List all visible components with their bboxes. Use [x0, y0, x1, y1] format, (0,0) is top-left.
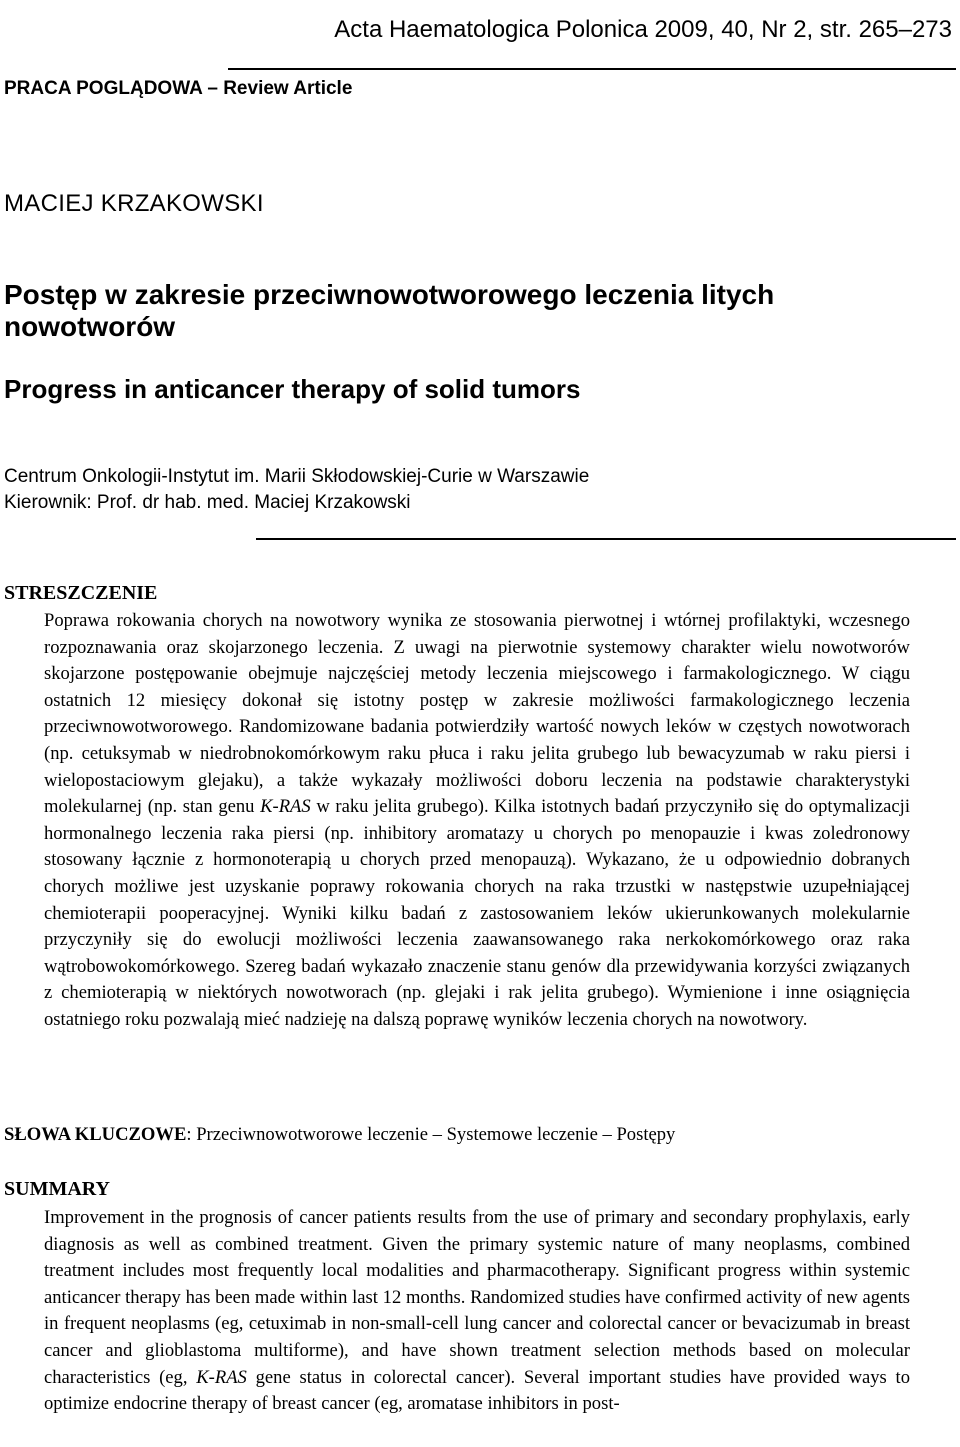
title-english: Progress in anticancer therapy of solid tumors [4, 374, 581, 404]
keywords-text: : Przeciwnowotworowe leczenie – Systemowe leczenie – Postępy [186, 1124, 676, 1145]
affiliation-institution: Centrum Onkologii-Instytut im. Marii Skłodowskiej-Curie w Warszawie [4, 466, 590, 487]
summary-text-1: Improvement in the prognosis of cancer patients results from the use of primary and secondary prophylaxis, early diagnosis as well as combined treatment. Given the primary systemic nature of many neoplasms, combined treatment includes most frequently local modalities and pharmacotherapy. Significant progress within systemic anticancer therapy has been made within last 12 months. Randomized studies have confirmed activity of new agents in frequent neoplasms (eg, cetuximab in non-small-cell lung cancer and colorectal cancer or bevacizumab in breast cancer and glioblastoma multiforme), and have shown treatment selection methods based on molecular characteristics (eg, [44, 1207, 910, 1388]
gene-name-pl: K-RAS [260, 796, 311, 818]
title-polish: Postęp w zakresie przeciwnowotworowego leczenia litych nowotworów [4, 279, 775, 342]
streszczenie-body [44, 608, 910, 1034]
keywords-label: SŁOWA KLUCZOWE [4, 1124, 187, 1145]
author-name: MACIEJ KRZAKOWSKI [4, 190, 264, 217]
streszczenie-text-2: w raku jelita grubego). Kilka istotnych badań przyczyniło się do optymalizacji hormonalnego leczenia raka piersi (np. inhibitory aromatazy u chorych po menopauzie i kwas zoledronowy stosowany łącznie z hormonoterapią u chorych przed menopauzą). Wykazano, że u odpowiednio dobranych chorych możliwe jest uzyskanie poprawy rokowania chorych na raka trzustki w następstwie uzupełniającej chemioterapii pooperacyjnej. Wyniki kilku badań z zastosowaniem leków ukierunkowanych molekularnie przyczyniły się do ewolucji możliwości leczenia zaawansowanego raka nerkokomórkowego oraz raka wątrobowokomórkowego. Szereg badań wykazało znaczenie stanu genów dla przewidywania korzyści związanych z chemioterapią w niektórych nowotworach (np. glejaki i rak jelita grubego). Wymienione i inne osiągnięcia ostatniego roku pozwalają mieć nadzieję na dalszą poprawę wyników leczenia chorych na nowotwory. [44, 796, 910, 1030]
summary-text-2: gene status in colorectal cancer). Several important studies have provided ways to optimize endocrine therapy of breast cancer (eg, aromatase inhibitors in post- [44, 1366, 911, 1415]
header-rule [228, 68, 956, 70]
affiliation [4, 464, 589, 516]
summary-heading: SUMMARY [4, 1178, 110, 1200]
journal-citation: Acta Haematologica Polonica 2009, 40, Nr 2, str. 265–273 [334, 16, 952, 43]
keywords [4, 1124, 675, 1146]
summary-body [44, 1205, 910, 1418]
affiliation-rule [256, 538, 956, 540]
streszczenie-heading: STRESZCZENIE [4, 582, 158, 604]
streszczenie-text-1: Poprawa rokowania chorych na nowotwory wynika ze stosowania pierwotnej i wtórnej profilaktyki, wczesnego rozpoznawania oraz skojarzonego leczenia. Z uwagi na pierwotnie systemowy charakter wielu nowotworów skojarzone postępowanie obejmuje najczęściej metody leczenia miejscowego i farmakologicznego. W ciągu ostatnich 12 miesięcy dokonał się istotny postęp w zakresie możliwości farmakologicznego leczenia przeciwnowotworowego. Randomizowane badania potwierdziły wartość nowych leków w częstych nowotworach (np. cetuksymab w niedrobnokomórkowym raku płuca i raku jelita grubego lub bewacyzumab w raku piersi i wielopostaciowym glejaku), a także wykazały możliwości doboru leczenia na podstawie charakterystyki molekularnej (np. stan genu [44, 610, 910, 818]
gene-name-en: K-RAS [196, 1366, 247, 1388]
affiliation-head: Kierownik: Prof. dr hab. med. Maciej Krzakowski [4, 492, 411, 513]
article-type: PRACA POGLĄDOWA – Review Article [4, 78, 353, 99]
